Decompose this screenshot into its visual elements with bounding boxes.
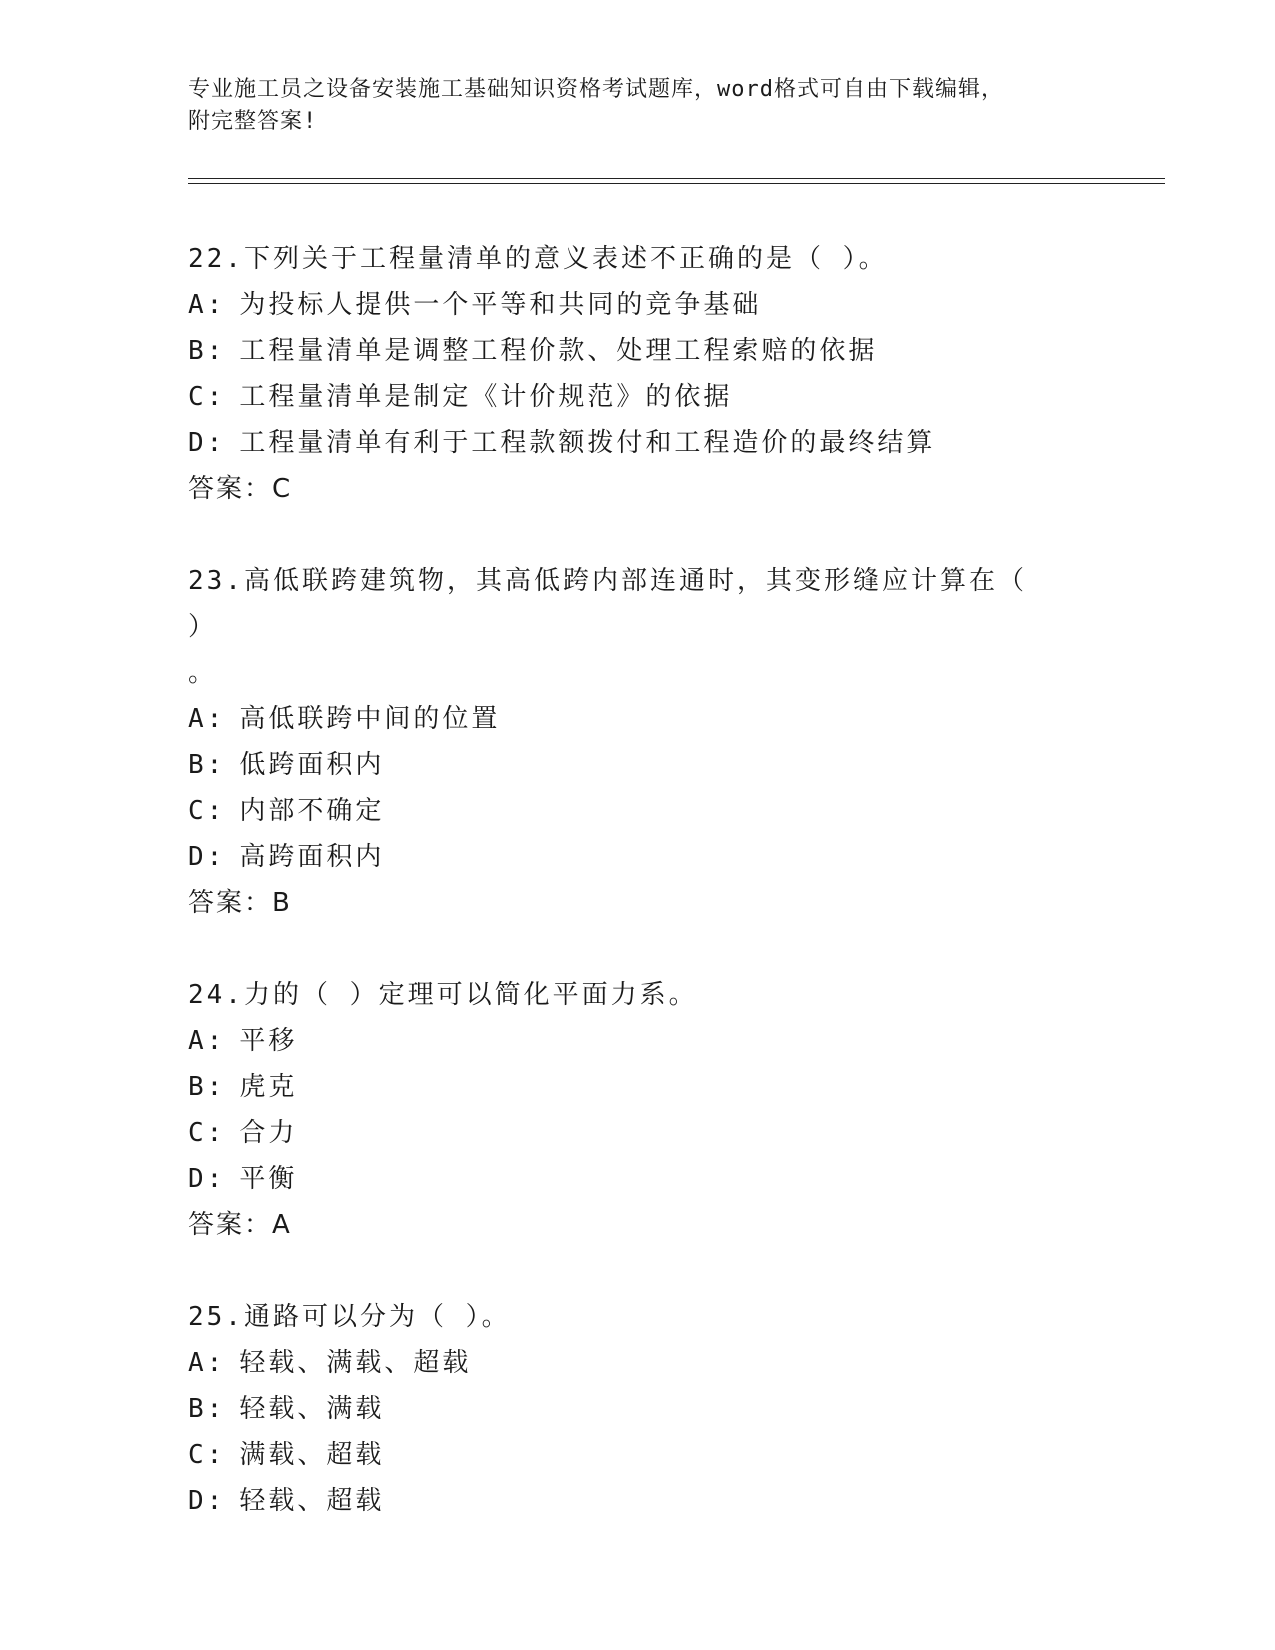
option-key: B: — [188, 336, 226, 366]
option-c — [188, 1432, 1068, 1478]
option-key: C: — [188, 1118, 226, 1148]
option-d — [188, 834, 1068, 880]
option-c — [188, 374, 1068, 420]
option-text: 高跨面积内 — [239, 842, 385, 872]
option-text: 轻载、满载、超载 — [239, 1348, 472, 1378]
option-key: A: — [188, 290, 226, 320]
option-text: 虎克 — [239, 1072, 298, 1102]
option-text: 高低联跨中间的位置 — [239, 704, 501, 734]
option-key: A: — [188, 1026, 226, 1056]
option-key: B: — [188, 750, 226, 780]
option-text: 低跨面积内 — [239, 750, 385, 780]
question-stem: 25.通路可以分为（ ）。 — [188, 1302, 511, 1332]
header-line-2: 附完整答案! — [188, 109, 318, 134]
header-double-rule — [188, 178, 1165, 184]
option-text: 工程量清单是调整工程价款、处理工程索赔的依据 — [239, 336, 878, 366]
option-key: C: — [188, 1440, 226, 1470]
option-text: 内部不确定 — [239, 796, 385, 826]
option-c — [188, 788, 1068, 834]
option-d — [188, 1478, 1068, 1524]
option-key: A: — [188, 704, 226, 734]
option-b — [188, 328, 1068, 374]
option-text: 轻载、满载 — [239, 1394, 385, 1424]
option-text: 满载、超载 — [239, 1440, 385, 1470]
option-text: 平衡 — [239, 1164, 298, 1194]
option-key: D: — [188, 1164, 226, 1194]
option-b — [188, 742, 1068, 788]
option-text: 轻载、超载 — [239, 1486, 385, 1516]
option-d — [188, 420, 1068, 466]
option-key: B: — [188, 1072, 226, 1102]
question-stem-continuation: 。 — [188, 658, 218, 688]
option-key: B: — [188, 1394, 226, 1424]
option-b — [188, 1064, 1068, 1110]
header-line-1: 专业施工员之设备安装施工基础知识资格考试题库，word格式可自由下载编辑， — [188, 77, 1004, 102]
option-a — [188, 1018, 1068, 1064]
option-a — [188, 696, 1068, 742]
option-key: D: — [188, 842, 226, 872]
option-key: C: — [188, 796, 226, 826]
option-text: 为投标人提供一个平等和共同的竞争基础 — [239, 290, 762, 320]
question-list — [188, 236, 1068, 1570]
option-text: 工程量清单有利于工程款额拨付和工程造价的最终结算 — [239, 428, 936, 458]
option-key: A: — [188, 1348, 226, 1378]
option-a — [188, 1340, 1068, 1386]
option-c — [188, 1110, 1068, 1156]
question-stem: 23.高低联跨建筑物，其高低跨内部连通时，其变形缝应计算在（ ） — [188, 566, 1027, 642]
option-key: D: — [188, 1486, 226, 1516]
question-stem: 22.下列关于工程量清单的意义表述不正确的是（ ）。 — [188, 244, 888, 274]
option-text: 工程量清单是制定《计价规范》的依据 — [239, 382, 733, 412]
answer-line: 答案：B — [188, 888, 292, 918]
question-23 — [188, 558, 1068, 926]
option-a — [188, 282, 1068, 328]
option-text: 平移 — [239, 1026, 298, 1056]
option-text: 合力 — [239, 1118, 298, 1148]
option-key: D: — [188, 428, 226, 458]
option-b — [188, 1386, 1068, 1432]
document-header — [188, 74, 1088, 138]
question-24 — [188, 972, 1068, 1248]
option-d — [188, 1156, 1068, 1202]
question-25 — [188, 1294, 1068, 1524]
answer-line: 答案：A — [188, 1210, 292, 1240]
question-22 — [188, 236, 1068, 512]
option-key: C: — [188, 382, 226, 412]
answer-line: 答案：C — [188, 474, 293, 504]
question-stem: 24.力的（ ）定理可以简化平面力系。 — [188, 980, 698, 1010]
